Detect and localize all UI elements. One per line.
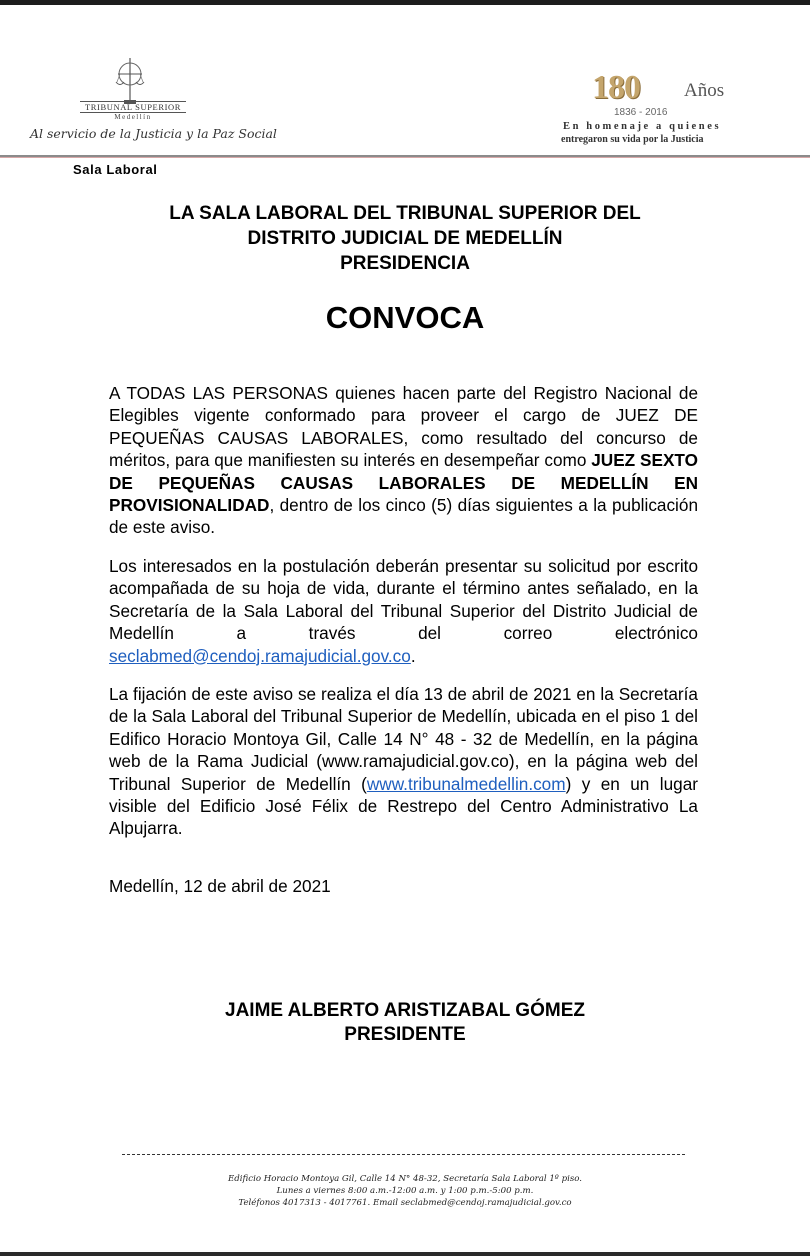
header-divider-accent xyxy=(0,157,810,158)
sala-label: Sala Laboral xyxy=(73,162,158,177)
paragraph-1-end: , dentro de los cinco (5) días siguientes a la publicación de este aviso. xyxy=(109,495,698,538)
title-line-2: DISTRITO JUDICIAL DE MEDELLÍN xyxy=(247,228,563,249)
document-date: Medellín, 12 de abril de 2021 xyxy=(109,876,331,896)
title-line-1: LA SALA LABORAL DEL TRIBUNAL SUPERIOR DEL xyxy=(169,203,641,224)
paragraph-1 xyxy=(109,382,698,539)
anniversary-years: 1836 - 2016 xyxy=(614,107,668,118)
footer-hours: Lunes a viernes 8:00 a.m.-12:00 a.m. y 1:00 p.m.-5:00 p.m. xyxy=(276,1186,534,1196)
paragraph-2 xyxy=(109,555,698,667)
bottom-border xyxy=(0,1252,810,1256)
email-link[interactable]: seclabmed@cendoj.ramajudicial.gov.co xyxy=(109,645,411,666)
paragraph-2-text: Los interesados en la postulación deberán presentar su solicitud por escrito acompañada de su hoja de vida, durante el término antes señalado, en la Secretaría de la Sala Laboral del Tribunal Superior del Distrito Judicial de Medellín a través del correo electrónico xyxy=(109,556,698,644)
tribunal-logo-text: TRIBUNAL SUPERIOR xyxy=(80,101,186,113)
page-heading: CONVOCA xyxy=(325,300,485,335)
signatory-role: PRESIDENTE xyxy=(344,1024,466,1045)
homage-line-2: entregaron su vida por la Justicia xyxy=(561,134,704,145)
footer-contact: Teléfonos 4017313 - 4017761. Email seclabmed@cendoj.ramajudicial.gov.co xyxy=(238,1198,572,1208)
signatory-name: JAIME ALBERTO ARISTIZABAL GÓMEZ xyxy=(225,1000,585,1021)
paragraph-3 xyxy=(109,683,698,840)
anniversary-word: Años xyxy=(684,80,725,101)
website-link[interactable]: www.tribunalmedellin.com xyxy=(366,773,566,794)
footer-divider xyxy=(122,1154,685,1155)
anniversary-number: 180 xyxy=(592,69,640,106)
footer-address: Edificio Horacio Montoya Gil, Calle 14 N° 48-32, Secretaría Sala Laboral 1º piso. xyxy=(228,1174,582,1184)
paragraph-2-end: . xyxy=(410,645,416,666)
homage-line-1: En homenaje a quienes xyxy=(563,121,722,132)
logo-motto: Al servicio de la Justicia y la Paz Social xyxy=(30,126,277,141)
top-border xyxy=(0,0,810,5)
logo-city-text: Medellín xyxy=(114,113,152,121)
paragraph-1-text: A TODAS LAS PERSONAS quienes hacen parte del Registro Nacional de Elegibles vigente conformado para proveer el cargo de JUEZ DE PEQUEÑAS CAUSAS LABORALES, como resultado del concurso de méritos, para que manifiesten su interés en desempeñar como xyxy=(109,383,698,471)
scales-emblem-icon xyxy=(110,56,150,106)
title-line-3: PRESIDENCIA xyxy=(340,253,470,274)
paragraph-1-bold: JUEZ SEXTO DE PEQUEÑAS CAUSAS LABORALES DE MEDELLÍN EN PROVISIONALIDAD xyxy=(109,450,698,516)
paragraph-3-text: La fijación de este aviso se realiza el día 13 de abril de 2021 en la Secretaría de la Sala Laboral del Tribunal Superior de Medellín, ubicada en el piso 1 del Edifico Horacio Montoya Gil, Calle 14 N° 48 - 32 de Medellín, en la página web de la Rama Judicial (www.ramajudicial.gov.co), en la página web del Tribunal Superior de Medellín ( xyxy=(109,684,698,794)
paragraph-3-end: ) y en un lugar visible del Edificio José Félix de Restrepo del Centro Administrativo La Alpujarra. xyxy=(109,773,698,839)
